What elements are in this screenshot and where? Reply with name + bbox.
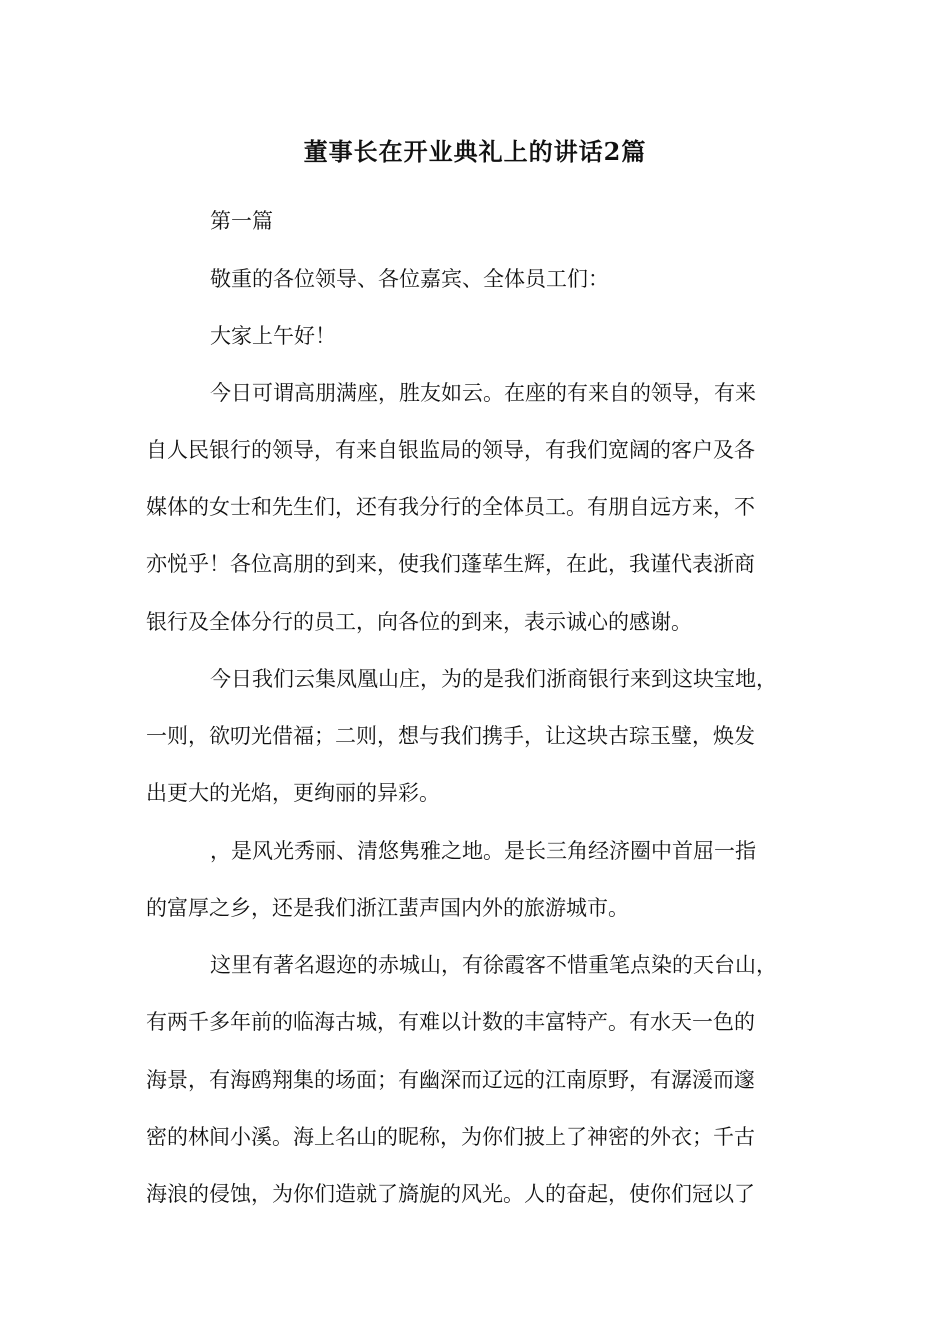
salutation: 敬重的各位领导、各位嘉宾、全体员工们：: [210, 267, 609, 291]
paragraph-3-line-2: 的富厚之乡，还是我们浙江蜚声国内外的旅游城市。: [146, 896, 629, 920]
paragraph-2-line-2: 一则，欲叨光借福；二则，想与我们携手，让这块古琮玉璧，焕发: [146, 724, 755, 748]
paragraph-4-line-3: 海景，有海鸥翔集的场面；有幽深而辽远的江南原野，有潺湲而邃: [146, 1068, 755, 1092]
paragraph-3-line-1: ，是风光秀丽、清悠隽雅之地。是长三角经济圈中首屈一指: [210, 839, 756, 863]
paragraph-1-line-4: 亦悦乎！各位高朋的到来，使我们蓬荜生辉，在此，我谨代表浙商: [146, 552, 755, 576]
greeting: 大家上午好！: [210, 324, 336, 348]
paragraph-1-line-3: 媒体的女士和先生们，还有我分行的全体员工。有朋自远方来，不: [146, 495, 755, 519]
paragraph-1-line-2: 自人民银行的领导，有来自银监局的领导，有我们宽阔的客户及各: [146, 438, 755, 462]
section-heading: 第一篇: [210, 209, 273, 233]
paragraph-4-line-2: 有两千多年前的临海古城，有难以计数的丰富特产。有水天一色的: [146, 1010, 755, 1034]
paragraph-1-line-1: 今日可谓高朋满座，胜友如云。在座的有来自的领导，有来: [210, 381, 756, 405]
paragraph-4-line-1: 这里有著名遐迩的赤城山，有徐霞客不惜重笔点染的天台山，: [210, 953, 777, 977]
paragraph-2-line-3: 出更大的光焰，更绚丽的异彩。: [146, 781, 440, 805]
document-title: 董事长在开业典礼上的讲话2篇: [303, 137, 647, 166]
paragraph-1-line-5: 银行及全体分行的员工，向各位的到来，表示诚心的感谢。: [146, 610, 692, 634]
paragraph-2-line-1: 今日我们云集凤凰山庄，为的是我们浙商银行来到这块宝地，: [210, 667, 777, 691]
paragraph-4-line-5: 海浪的侵蚀，为你们造就了旖旎的风光。人的奋起，使你们冠以了: [146, 1182, 755, 1206]
paragraph-4-line-4: 密的林间小溪。海上名山的昵称，为你们披上了神密的外衣；千古: [146, 1125, 755, 1149]
